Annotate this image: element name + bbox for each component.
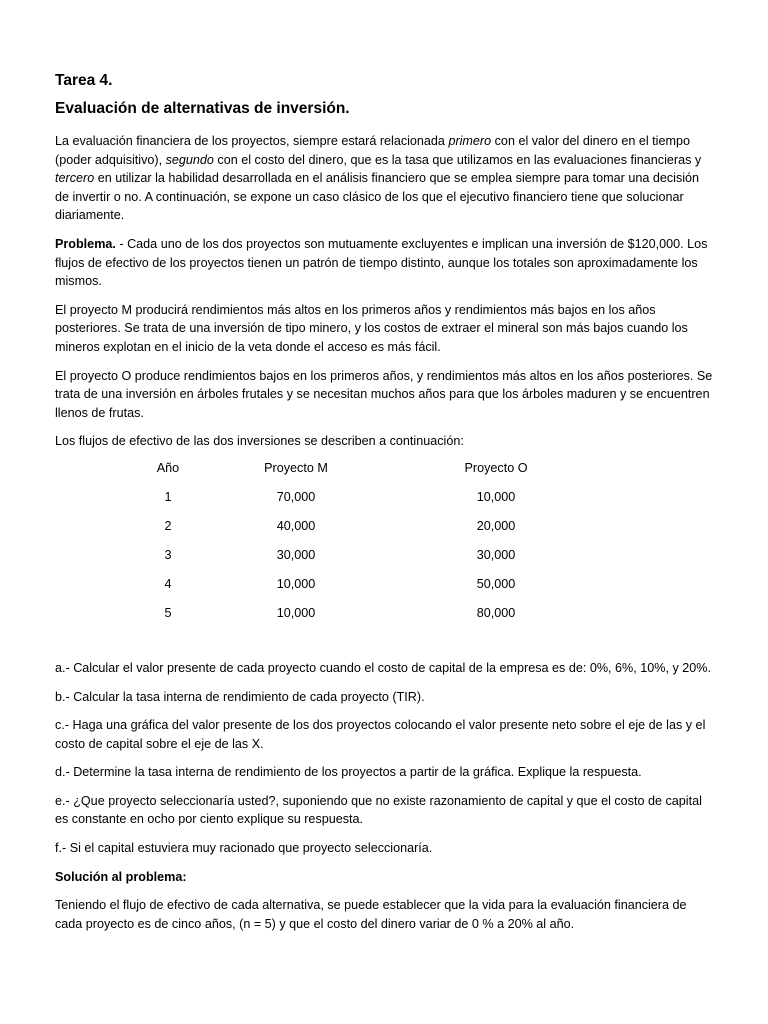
intro-text-4: en utilizar la habilidad desarrollada en el análisis financiero que se emplea siempre para tomar una decisión de invertir o no. A continuación, se expone un caso clásico de los que el ejecutivo financiero tiene que solucionar diariamente. — [55, 171, 700, 223]
cell-project-m: 30,000 — [276, 547, 316, 562]
cell-project-m: 70,000 — [276, 489, 316, 504]
cell-project-o: 80,000 — [476, 605, 516, 620]
cell-project-m: 10,000 — [276, 605, 316, 620]
table-row — [115, 577, 571, 606]
question-b: b.- Calcular la tasa interna de rendimiento de cada proyecto (TIR). — [55, 689, 425, 704]
question-c: c.- Haga una gráfica del valor presente de los dos proyectos colocando el valor presente neto sobre el eje de las y el costo de capital sobre el eje de las X. — [55, 718, 706, 751]
cell-project-o: 10,000 — [476, 489, 516, 504]
document-subtitle: Evaluación de alternativas de inversión. — [55, 100, 350, 117]
cell-year: 3 — [164, 547, 172, 562]
cell-year: 5 — [164, 605, 172, 620]
flows-intro-paragraph: Los flujos de efectivo de las dos inversiones se describen a continuación: — [55, 434, 464, 449]
cell-project-o: 50,000 — [476, 576, 516, 591]
document-title: Tarea 4. — [55, 72, 113, 89]
cell-year: 4 — [164, 576, 172, 591]
cell-project-o: 30,000 — [476, 547, 516, 562]
project-o-paragraph: El proyecto O produce rendimientos bajos en los primeros años, y rendimientos más altos en los años posteriores. Se trata de una inversión en árboles frutales y se necesitan muchos años para que los árboles maduren y se encuentren llenos de frutas. — [55, 368, 713, 420]
intro-text-1: La evaluación financiera de los proyectos, siempre estará relacionada — [55, 134, 449, 148]
question-a: a.- Calcular el valor presente de cada proyecto cuando el costo de capital de la empresa es de: 0%, 6%, 10%, y 20%. — [55, 660, 711, 675]
intro-text-2: con el valor del dinero en el tiempo (poder adquisitivo), — [55, 134, 690, 167]
intro-emphasis-segundo: segundo — [165, 152, 214, 167]
table-header-row — [115, 461, 571, 490]
cell-project-m: 40,000 — [276, 518, 316, 533]
intro-emphasis-tercero: tercero — [55, 171, 95, 186]
intro-emphasis-primero: primero — [448, 134, 492, 148]
header-year: Año — [156, 460, 180, 475]
cell-year: 1 — [164, 489, 172, 504]
cell-year: 2 — [164, 518, 172, 533]
table-row — [115, 490, 571, 519]
intro-paragraph — [55, 132, 715, 225]
cash-flow-table — [115, 461, 571, 635]
table-row — [115, 606, 571, 635]
table-row — [115, 519, 571, 548]
intro-text-3: con el costo del dinero, que es la tasa que utilizamos en las evaluaciones financieras y — [213, 152, 702, 167]
project-m-paragraph: El proyecto M producirá rendimientos más altos en los primeros años y rendimientos más bajos en los años posteriores. Se trata de una inversión de tipo minero, y los costos de extraer el mineral son más bajos cuando los mineros explotan en el inicio de la veta donde el acceso es más fácil. — [55, 302, 688, 354]
problem-text: - Cada uno de los dos proyectos son mutuamente excluyentes e implican una inversión de $120,000. Los flujos de efectivo de los proyectos tienen un patrón de tiempo distinto, aunque los totales son aproximadamente los mismos. — [55, 236, 708, 289]
header-project-o: Proyecto O — [464, 460, 528, 475]
problem-label: Problema. — [55, 236, 116, 251]
problem-paragraph — [55, 235, 715, 291]
header-project-m: Proyecto M — [264, 460, 328, 475]
cell-project-o: 20,000 — [476, 518, 516, 533]
solution-heading: Solución al problema: — [55, 869, 187, 884]
question-f: f.- Si el capital estuviera muy racionado que proyecto seleccionaría. — [55, 841, 433, 856]
document-page — [55, 70, 715, 943]
question-e: e.- ¿Que proyecto seleccionaría usted?, suponiendo que no existe razonamiento de capital y que el costo de capital es constante en ocho por ciento explique su respuesta. — [55, 793, 702, 827]
table-row — [115, 548, 571, 577]
solution-paragraph: Teniendo el flujo de efectivo de cada alternativa, se puede establecer que la vida para la evaluación financiera de cada proyecto es de cinco años, (n = 5) y que el costo del dinero variar de 0 % a 20% al año. — [55, 898, 687, 931]
question-d: d.- Determine la tasa interna de rendimiento de los proyectos a partir de la gráfica. Explique la respuesta. — [55, 765, 642, 780]
cell-project-m: 10,000 — [276, 576, 316, 591]
